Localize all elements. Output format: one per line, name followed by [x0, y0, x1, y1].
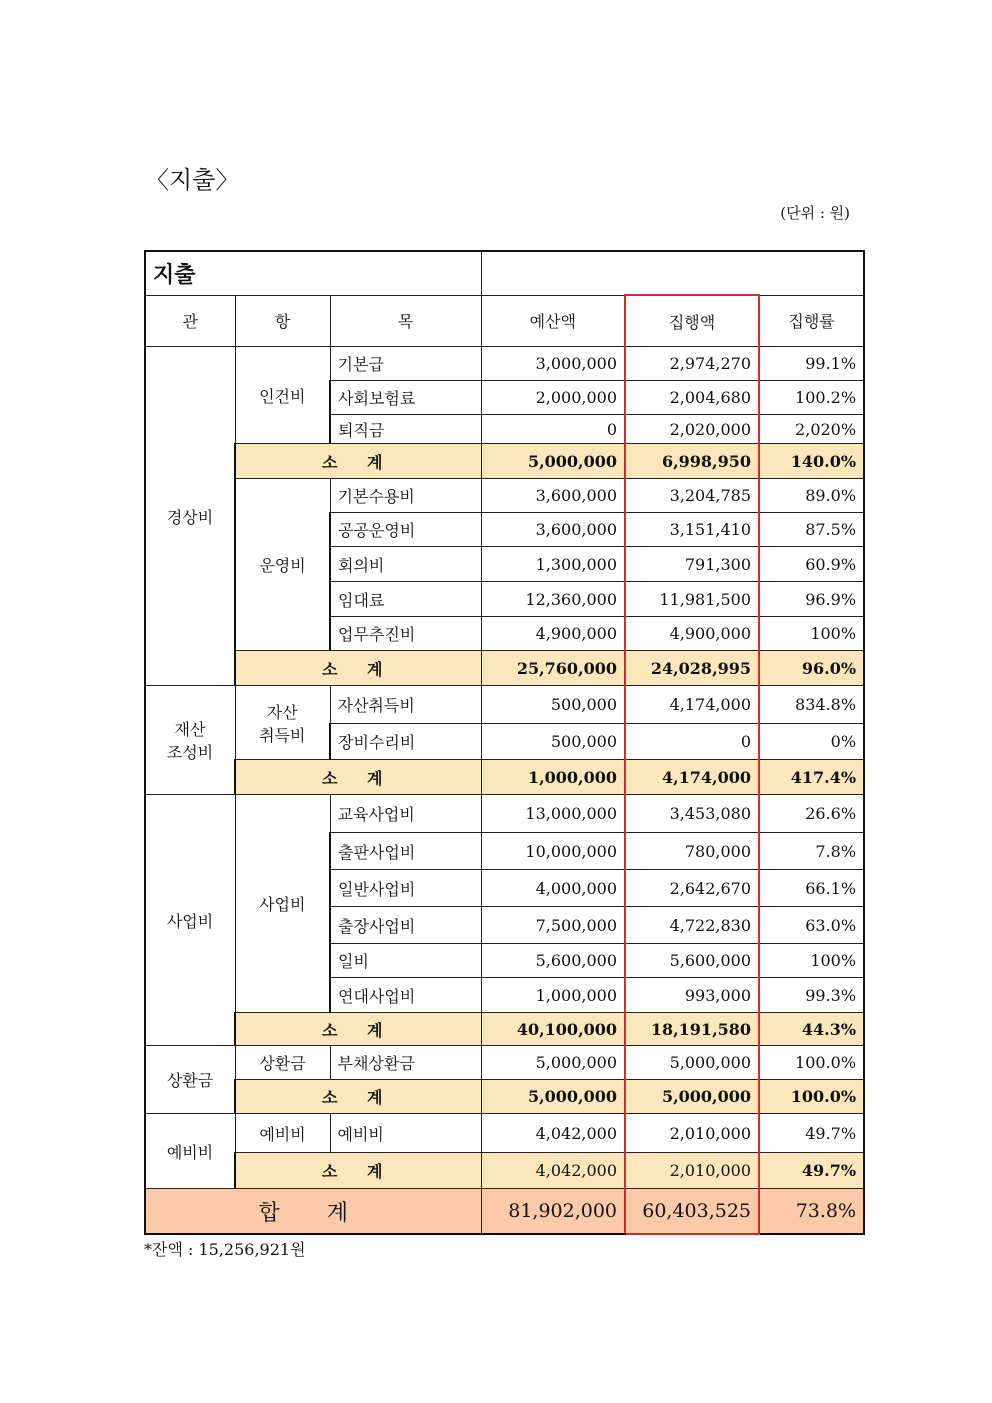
total-executed: 60,403,525 [625, 1189, 759, 1235]
executed-cell: 3,151,410 [625, 513, 759, 547]
mok-cell: 일비 [330, 944, 481, 978]
mok-cell: 출장사업비 [330, 907, 481, 944]
subtotal-executed: 6,998,950 [625, 444, 759, 479]
table-row [145, 479, 864, 513]
subtotal-label: 소 계 [235, 1080, 481, 1114]
budget-cell: 4,000,000 [481, 870, 625, 907]
executed-cell: 2,020,000 [625, 415, 759, 444]
table-title-row [145, 251, 864, 295]
gwan-line: 조성비 [166, 743, 214, 762]
subtotal-budget: 4,042,000 [481, 1153, 625, 1189]
budget-cell: 3,600,000 [481, 479, 625, 513]
subtotal-executed: 2,010,000 [625, 1153, 759, 1189]
budget-cell: 4,900,000 [481, 617, 625, 651]
header-mok: 목 [330, 295, 481, 347]
budget-cell: 5,000,000 [481, 1046, 625, 1080]
executed-cell: 4,174,000 [625, 686, 759, 724]
balance-note: *잔액 : 15,256,921원 [144, 1240, 306, 1259]
budget-cell: 3,600,000 [481, 513, 625, 547]
mok-cell: 자산취득비 [330, 686, 481, 724]
budget-cell: 7,500,000 [481, 907, 625, 944]
subtotal-executed: 4,174,000 [625, 760, 759, 795]
executed-cell: 2,004,680 [625, 381, 759, 415]
table-title: 지출 [145, 251, 481, 295]
executed-cell: 0 [625, 724, 759, 760]
subtotal-row [145, 651, 864, 686]
rate-cell: 100.2% [759, 381, 864, 415]
rate-cell: 100% [759, 944, 864, 978]
executed-cell: 791,300 [625, 547, 759, 582]
total-rate: 73.8% [759, 1189, 864, 1235]
budget-cell: 1,300,000 [481, 547, 625, 582]
hang-line: 취득비 [259, 725, 306, 745]
expenditure-table [144, 250, 865, 1235]
table-row [145, 1046, 864, 1080]
subtotal-budget: 40,100,000 [481, 1013, 625, 1046]
budget-cell: 5,600,000 [481, 944, 625, 978]
subtotal-label: 소 계 [235, 444, 481, 479]
mok-cell: 일반사업비 [330, 870, 481, 907]
subtotal-budget: 5,000,000 [481, 444, 625, 479]
subtotal-label: 소 계 [235, 1013, 481, 1046]
mok-cell: 예비비 [330, 1114, 481, 1153]
rate-cell: 89.0% [759, 479, 864, 513]
hang-cell: 예비비 [235, 1114, 330, 1153]
mok-cell: 장비수리비 [330, 724, 481, 760]
total-budget: 81,902,000 [481, 1189, 625, 1235]
mok-cell: 공공운영비 [330, 513, 481, 547]
mok-cell: 회의비 [330, 547, 481, 582]
executed-cell: 2,642,670 [625, 870, 759, 907]
table-row [145, 1114, 864, 1153]
budget-cell: 500,000 [481, 686, 625, 724]
mok-cell: 연대사업비 [330, 978, 481, 1013]
subtotal-rate: 140.0% [759, 444, 864, 479]
subtotal-budget: 25,760,000 [481, 651, 625, 686]
rate-cell: 99.3% [759, 978, 864, 1013]
budget-cell: 3,000,000 [481, 347, 625, 381]
executed-cell: 4,900,000 [625, 617, 759, 651]
table-row [145, 686, 864, 724]
subtotal-rate: 100.0% [759, 1080, 864, 1114]
rate-cell: 7.8% [759, 833, 864, 870]
total-row [145, 1189, 864, 1235]
budget-cell: 4,042,000 [481, 1114, 625, 1153]
total-label: 합 계 [145, 1189, 481, 1235]
executed-cell: 2,974,270 [625, 347, 759, 381]
subtotal-rate: 44.3% [759, 1013, 864, 1046]
executed-cell: 3,204,785 [625, 479, 759, 513]
table-row [145, 795, 864, 833]
executed-cell: 3,453,080 [625, 795, 759, 833]
gwan-cell: 예비비 [145, 1114, 235, 1189]
executed-cell: 11,981,500 [625, 582, 759, 617]
rate-cell: 2,020% [759, 415, 864, 444]
gwan-cell: 상환금 [145, 1046, 235, 1114]
subtotal-executed: 24,028,995 [625, 651, 759, 686]
section-heading: 〈지출〉 [145, 166, 240, 194]
subtotal-budget: 5,000,000 [481, 1080, 625, 1114]
mok-cell: 기본급 [330, 347, 481, 381]
budget-cell: 2,000,000 [481, 381, 625, 415]
rate-cell: 100% [759, 617, 864, 651]
subtotal-rate: 49.7% [759, 1153, 864, 1189]
mok-cell: 임대료 [330, 582, 481, 617]
header-budget: 예산액 [481, 295, 625, 347]
rate-cell: 96.9% [759, 582, 864, 617]
executed-cell: 2,010,000 [625, 1114, 759, 1153]
header-gwan: 관 [145, 295, 235, 347]
table-title-blank [481, 251, 864, 295]
hang-cell [235, 686, 330, 760]
subtotal-row [145, 1080, 864, 1114]
executed-cell: 5,600,000 [625, 944, 759, 978]
hang-cell: 사업비 [235, 795, 330, 1013]
rate-cell: 99.1% [759, 347, 864, 381]
header-executed: 집행액 [625, 295, 759, 347]
rate-cell: 26.6% [759, 795, 864, 833]
gwan-cell: 경상비 [145, 347, 235, 686]
mok-cell: 기본수용비 [330, 479, 481, 513]
budget-cell: 500,000 [481, 724, 625, 760]
executed-cell: 4,722,830 [625, 907, 759, 944]
rate-cell: 0% [759, 724, 864, 760]
rate-cell: 87.5% [759, 513, 864, 547]
rate-cell: 100.0% [759, 1046, 864, 1080]
rate-cell: 66.1% [759, 870, 864, 907]
budget-cell: 1,000,000 [481, 978, 625, 1013]
unit-note: (단위 : 원) [780, 204, 850, 222]
rate-cell: 60.9% [759, 547, 864, 582]
subtotal-budget: 1,000,000 [481, 760, 625, 795]
hang-cell: 상환금 [235, 1046, 330, 1080]
executed-cell: 993,000 [625, 978, 759, 1013]
rate-cell: 49.7% [759, 1114, 864, 1153]
mok-cell: 출판사업비 [330, 833, 481, 870]
budget-cell: 10,000,000 [481, 833, 625, 870]
subtotal-executed: 5,000,000 [625, 1080, 759, 1114]
hang-cell: 운영비 [235, 479, 330, 651]
header-rate: 집행률 [759, 295, 864, 347]
subtotal-executed: 18,191,580 [625, 1013, 759, 1046]
subtotal-row [145, 444, 864, 479]
header-hang: 항 [235, 295, 330, 347]
subtotal-label: 소 계 [235, 760, 481, 795]
hang-line: 자산 [266, 702, 298, 722]
budget-cell: 12,360,000 [481, 582, 625, 617]
mok-cell: 퇴직금 [330, 415, 481, 444]
subtotal-row [145, 1013, 864, 1046]
subtotal-label: 소 계 [235, 1153, 481, 1189]
executed-cell: 780,000 [625, 833, 759, 870]
table-header-row [145, 295, 864, 347]
budget-cell: 13,000,000 [481, 795, 625, 833]
executed-cell: 5,000,000 [625, 1046, 759, 1080]
mok-cell: 교육사업비 [330, 795, 481, 833]
subtotal-rate: 417.4% [759, 760, 864, 795]
subtotal-row [145, 760, 864, 795]
gwan-line: 재산 [174, 720, 206, 739]
mok-cell: 사회보험료 [330, 381, 481, 415]
gwan-cell [145, 686, 235, 795]
subtotal-label: 소 계 [235, 651, 481, 686]
gwan-cell: 사업비 [145, 795, 235, 1046]
mok-cell: 업무추진비 [330, 617, 481, 651]
table-row [145, 347, 864, 381]
mok-cell: 부채상환금 [330, 1046, 481, 1080]
budget-cell: 0 [481, 415, 625, 444]
subtotal-row [145, 1153, 864, 1189]
subtotal-rate: 96.0% [759, 651, 864, 686]
hang-cell: 인건비 [235, 347, 330, 444]
rate-cell: 63.0% [759, 907, 864, 944]
rate-cell: 834.8% [759, 686, 864, 724]
